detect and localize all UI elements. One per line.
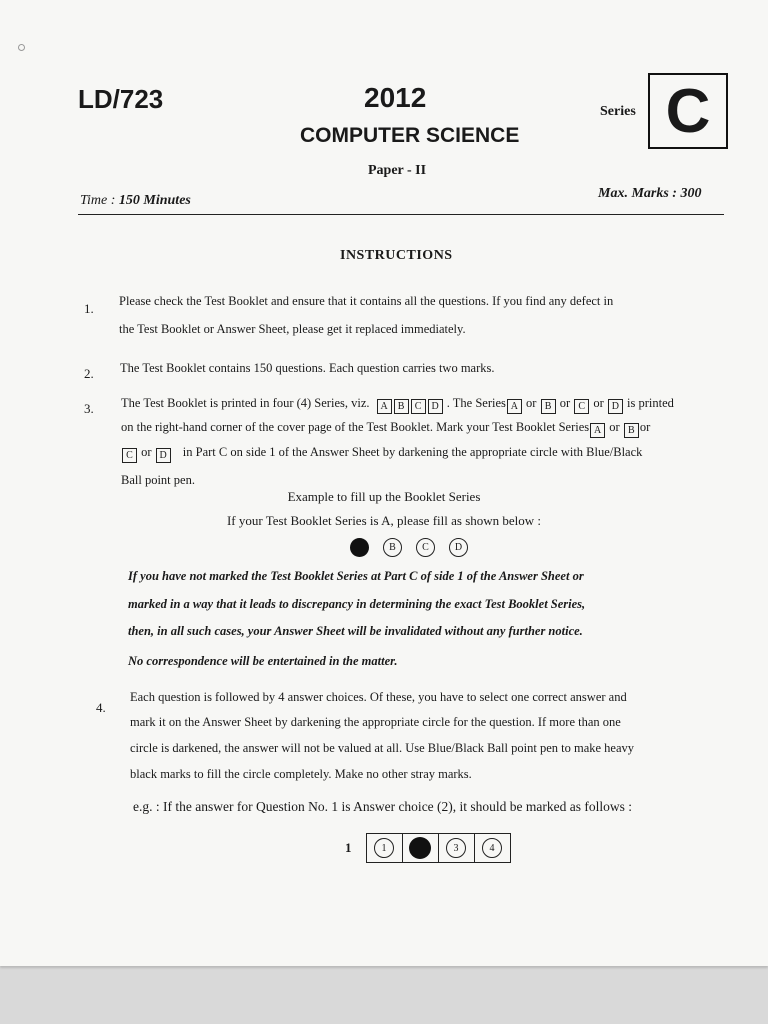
answer-cell-4: [475, 834, 510, 862]
punch-hole: [18, 44, 25, 51]
max-marks: Max. Marks : 300: [598, 186, 702, 201]
series-label: Series: [600, 104, 636, 119]
series-box-b: B: [394, 399, 409, 414]
instructions-title: INSTRUCTIONS: [340, 248, 453, 263]
series-box-c: C: [411, 399, 426, 414]
circle-c: C: [416, 538, 435, 557]
answer-circle-3: 3: [446, 838, 466, 858]
answer-cell-1: [367, 834, 403, 862]
series-box-a: A: [377, 399, 392, 414]
item-number-3: 3.: [84, 401, 94, 416]
answer-cell-2: [403, 834, 439, 862]
item-1-line-2: the Test Booklet or Answer Sheet, please get it replaced immediately.: [119, 322, 466, 336]
series-box-d-3: D: [156, 448, 171, 463]
item-3-text-a: The Test Booklet is printed in four (4) Series, viz.: [121, 396, 370, 410]
answer-circle-2-filled: [409, 837, 431, 859]
paper-number: Paper - II: [368, 163, 427, 178]
series-example-circles: [350, 538, 468, 557]
item-3-line-2: [121, 420, 650, 438]
item-number-4: 4.: [96, 700, 106, 715]
answer-example-row: [345, 833, 511, 863]
example-title: Example to fill up the Booklet Series: [287, 489, 481, 504]
item-number-2: 2.: [84, 366, 94, 381]
answer-cell-3: [439, 834, 475, 862]
subject-title: COMPUTER SCIENCE: [300, 124, 520, 147]
item-1-line-1: Please check the Test Booklet and ensure that it contains all the questions. If you find any defect in: [119, 294, 614, 308]
series-letter-box: C: [648, 73, 728, 149]
item-3-line-1: [121, 396, 674, 414]
or-text: or: [141, 445, 152, 459]
warning-line-3: then, in all such cases, your Answer Sheet will be invalidated without any further notice.: [128, 624, 583, 638]
time-value: 150 Minutes: [118, 193, 191, 208]
answer-circle-4: 4: [482, 838, 502, 858]
warning-line-4: No correspondence will be entertained in the matter.: [128, 654, 398, 668]
example-subtitle: If your Test Booklet Series is A, please fill as shown below :: [226, 513, 542, 528]
item-4-line-3: circle is darkened, the answer will not be valued at all. Use Blue/Black Ball point pen to make heavy: [130, 741, 635, 755]
series-box-a-3: A: [590, 423, 605, 438]
series-box-c-2: C: [574, 399, 589, 414]
series-box-c-3: C: [122, 448, 137, 463]
series-box-a-2: A: [507, 399, 522, 414]
item-3-text-b: . The Series: [446, 396, 506, 410]
item-4-line-4: black marks to fill the circle completely. Make no other stray marks.: [130, 767, 472, 781]
circle-b: B: [383, 538, 402, 557]
or-text: or: [593, 396, 604, 410]
answer-example-text: e.g. : If the answer for Question No. 1 is Answer choice (2), it should be marked as follows :: [133, 799, 633, 814]
or-text: or: [639, 420, 651, 434]
answer-circle-1: 1: [374, 838, 394, 858]
item-3-text-c: is printed: [627, 396, 674, 410]
series-box-d: D: [428, 399, 443, 414]
filled-circle-a: [350, 538, 369, 557]
item-3-line-4: Ball point pen.: [121, 473, 195, 487]
answer-choice-boxes: [366, 833, 511, 863]
item-3-text-e: in Part C on side 1 of the Answer Sheet by darkening the appropriate circle with Blue/Black: [182, 445, 643, 459]
item-3-line-3: [121, 445, 642, 463]
series-box-d-2: D: [608, 399, 623, 414]
paper-code: LD/723: [78, 84, 164, 114]
header-divider: [78, 214, 724, 215]
item-3-text-d: on the right-hand corner of the cover page of the Test Booklet. Mark your Test Booklet Series: [121, 420, 590, 434]
answer-question-number: 1: [345, 840, 352, 855]
series-box-b-3: B: [624, 423, 639, 438]
item-number-1: 1.: [84, 301, 94, 316]
or-text: or: [609, 420, 620, 434]
series-box-b-2: B: [541, 399, 556, 414]
time-label: Time :: [80, 193, 116, 208]
or-text: or: [526, 396, 537, 410]
exam-year: 2012: [364, 82, 427, 113]
or-text: or: [559, 396, 571, 410]
item-2-line-1: The Test Booklet contains 150 questions. Each question carries two marks.: [120, 361, 495, 375]
item-4-line-2: mark it on the Answer Sheet by darkening the appropriate circle for the question. If more than one: [130, 715, 621, 729]
warning-line-2: marked in a way that it leads to discrepancy in determining the exact Test Booklet Series,: [128, 597, 586, 611]
item-4-line-1: Each question is followed by 4 answer choices. Of these, you have to select one correct answer and: [130, 690, 627, 704]
circle-d: D: [449, 538, 468, 557]
warning-line-1: If you have not marked the Test Booklet Series at Part C of side 1 of the Answer Sheet or: [128, 569, 584, 583]
time-allowed: [80, 193, 191, 209]
